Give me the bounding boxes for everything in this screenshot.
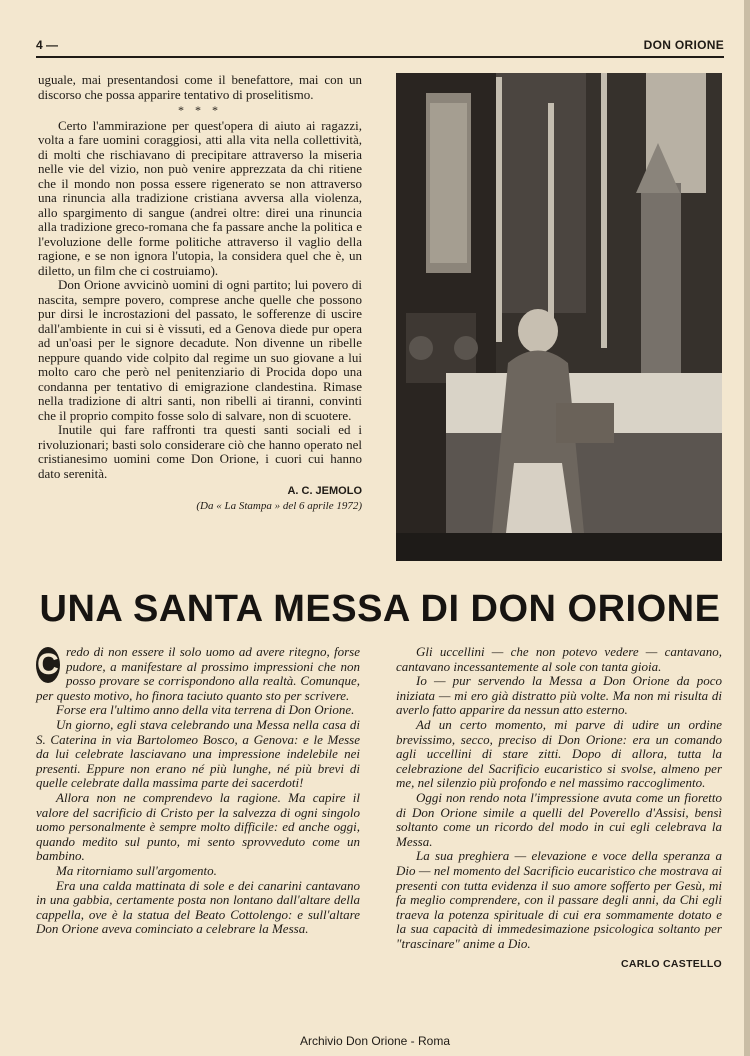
article-headline: UNA SANTA MESSA DI DON ORIONE [39,588,721,630]
archive-footer: Archivio Don Orione - Roma [299,1034,451,1048]
page-header [36,38,724,58]
top-paragraph-2: Certo l'ammirazione per quest'opera di aiuto ai ragazzi, volta a fare uomini coraggiosi, atti alla vita nella collettività, di molti che rischiavano di precipitare attraverso la miseria nelle vie del vizio, non può venire apprezzata da chi ritiene che il mondo non possa essere rigenerato se non attraverso una rinuncia alla tradizione cristiana avversa alla violenza, allo spargimento di sangue (andrei oltre: direi una rinuncia alla tradizione greco-romana che fa passare anche la politica e l'evoluzione delle forme politiche attraverso il vaglio della ragione, e se non ignora l'utopia, la considera quel che è, un diletto, un film che ci costruiamo). [38,117,362,278]
bottom-right-paragraph-1: Gli uccellini — che non potevo vedere — cantavano, cantavano incessantemente al sole con tanta gioia. [396,644,722,674]
top-paragraph-4: Inutile qui fare raffronti tra questi santi sociali ed i rivoluzionari; basti solo considerare ciò che hanno operato nel cristianesimo uomini come Don Orione, i cuori cui hanno dato serenità. [38,422,362,481]
bottom-left-paragraph-2: Forse era l'ultimo anno della vita terrena di Don Orione. [56,702,355,718]
page-edge [744,0,750,1056]
top-article-signature: A. C. JEMOLO [287,485,362,497]
bottom-right-paragraph-4: Oggi non rendo nota l'impressione avuta come un fioretto di Don Orione simile a quelli del Poverello d'Assisi, bensì soltanto come un ricordo del modo in cui egli celebrava la Messa. [396,789,722,849]
header-rule [36,56,724,58]
first-paragraph-text: redo di non essere il solo uomo ad avere ritegno, forse pudore, a manifestare al prossimo impressioni che non posso provare se corrispondono alla realtà. Comunque, per questo motivo, ho finora taciuto quanto sto per scrivere. [36,644,360,703]
bottom-right-paragraph-5: La sua preghiera — elevazione e voce della speranza a Dio — nel momento del Sacrificio eucaristico che mostrava ai presenti con tutta evidenza il suo amore sofferto per Gesù, mi fa meglio comprendere, con il passare degli anni, da Chi egli traeva la potenza spirituale di cui era sommamente dotato e la sua capacità di immedesimazione psicologica soltanto per "trascinare" anime a Dio. [396,848,722,951]
bottom-left-paragraph-4: Allora non ne comprendevo la ragione. Ma capire il valore del sacrificio di Cristo per la salvezza di ogni singolo uomo personalmente è sempre molto difficile: ed anche oggi, quando medito sul punto, mi sento sprovveduto come un bambino. [36,789,360,864]
top-article-source: (Da « La Stampa » del 6 aprile 1972) [196,499,362,512]
page-number: 4 — [36,38,59,52]
top-article-column [38,73,362,513]
section-separator: * * * [178,103,222,117]
bottom-left-paragraph-6: Era una calda mattinata di sole e dei canarini cantavano in una gabbia, certamente posta non lontano dall'altare della cappella, ove è la statua del Beato Cottolengo: e sull'altare Don Orione aveva cominciato a celebrare la Messa. [36,877,360,937]
bottom-left-paragraph-1 [36,645,360,703]
bottom-article-left-column [36,645,360,937]
top-paragraph-3: Don Orione avvicinò uomini di ogni partito; lui povero di nascita, sempre povero, comprese anche quelle che possono pur dirsi le incrostazioni del passato, le sofferenze di uscire dall'ambiente in cui si è vissuti, ed a Genova diede pur opera ad un'oasi per le signore decadute. Non divenne un ribelle neppure quando vide colpito dal regime un suo giovane a lui molto caro che però nel penitenziario di Procida dopo una condanna per tentativo di emigrazione clandestina. Rimase nella tradizione di altri santi, non ribelli ai tiranni, convinti che il proprio compito fosse solo di salvare, non di scuotere. [38,277,362,423]
article-author: CARLO CASTELLO [620,958,722,971]
dropcap: C [37,648,59,681]
bottom-left-paragraph-5: Ma ritorniamo sull'argomento. [56,862,217,878]
bottom-left-paragraph-3: Un giorno, egli stava celebrando una Messa nella casa di S. Caterina in via Bartolomeo Bosco, a Genova: e le Messe da lui celebrate lasciavano una impressione indelebile nei presenti. Eppure non erano né più lunghe, né più brevi di quelle celebrate dalla massima parte dei sacerdoti! [36,716,360,791]
bottom-right-paragraph-3: Ad un certo momento, mi parve di udire un ordine brevissimo, secco, preciso di Don Orione: era un comando agli uccellini di stare zitti. Dopo di allora, tutta la celebrazione del Sacrificio eucaristico si svolse, almeno per me, nel silenzio più profondo e nel massimo raccoglimento. [396,716,722,791]
running-title: DON ORIONE [643,38,724,52]
bottom-right-paragraph-2: Io — pur servendo la Messa a Don Orione da poco iniziata — mi ero già distratto più volte. Ma non mi risulta di averlo fatto apparire da nessun atto esterno. [396,673,722,718]
priest-at-altar-photo [396,73,722,561]
top-paragraph-1: uguale, mai presentandosi come il benefattore, mai con un discorso che possa apparire tentativo di proselitismo. [38,72,362,102]
bottom-article-right-column [396,645,722,972]
